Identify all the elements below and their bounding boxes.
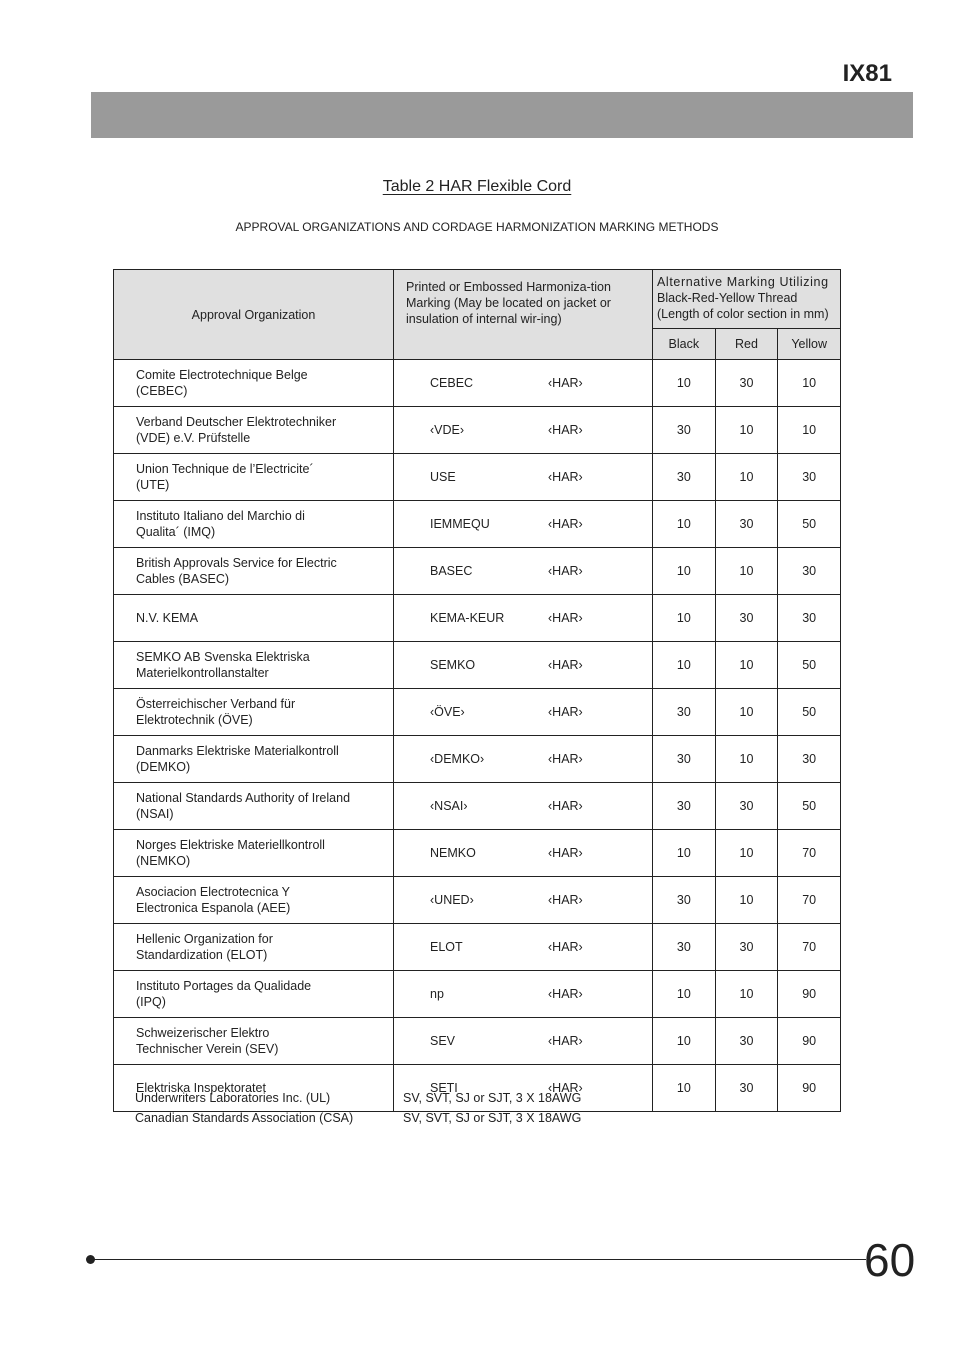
header-approval-organization: Approval Organization bbox=[114, 270, 394, 360]
marking-cell bbox=[394, 736, 653, 783]
black-length: 10 bbox=[653, 971, 716, 1018]
organization-name-line1: Union Technique de l’Electricite´ bbox=[136, 462, 314, 476]
footer-organization: Underwriters Laboratories Inc. (UL) bbox=[135, 1091, 331, 1105]
organization-cell bbox=[114, 971, 394, 1018]
har-mark: ‹HAR› bbox=[548, 376, 583, 390]
table-row bbox=[114, 971, 841, 1018]
organization-name-line1: Comite Electrotechnique Belge bbox=[136, 368, 308, 382]
har-mark: ‹HAR› bbox=[548, 799, 583, 813]
header-black: Black bbox=[653, 329, 716, 360]
organization-name-line1: Asociacion Electrotecnica Y bbox=[136, 885, 291, 899]
marking-code: CEBEC bbox=[430, 376, 474, 390]
black-length: 10 bbox=[653, 548, 716, 595]
organization-cell bbox=[114, 783, 394, 830]
yellow-length: 10 bbox=[778, 360, 841, 407]
marking-code: SETI bbox=[430, 1081, 458, 1095]
table-row bbox=[114, 924, 841, 971]
yellow-length: 90 bbox=[778, 1018, 841, 1065]
organization-name-line1: Norges Elektriske Materiellkontroll bbox=[136, 838, 325, 852]
yellow-length: 90 bbox=[778, 971, 841, 1018]
marking-code: BASEC bbox=[430, 564, 473, 578]
table-row bbox=[114, 1018, 841, 1065]
black-length: 10 bbox=[653, 595, 716, 642]
marking-cell bbox=[394, 877, 653, 924]
yellow-length: 30 bbox=[778, 548, 841, 595]
organization-name-line1: British Approvals Service for Electric bbox=[136, 556, 337, 570]
organization-name-line1: Hellenic Organization for bbox=[136, 932, 273, 946]
organization-cell bbox=[114, 736, 394, 783]
marking-code: np bbox=[430, 987, 444, 1001]
marking-cell bbox=[394, 360, 653, 407]
har-table bbox=[113, 269, 841, 1112]
table-row bbox=[114, 407, 841, 454]
yellow-length: 50 bbox=[778, 501, 841, 548]
organization-name-line2: (IPQ) bbox=[136, 995, 166, 1009]
organization-name-line1: Instituto Portages da Qualidade bbox=[136, 979, 312, 993]
table-title bbox=[0, 178, 954, 196]
red-length: 10 bbox=[715, 830, 778, 877]
organization-cell bbox=[114, 595, 394, 642]
table-row bbox=[114, 595, 841, 642]
organization-cell bbox=[114, 830, 394, 877]
header-alternative-marking bbox=[653, 270, 841, 329]
organization-name-line2: Electronica Espanola (AEE) bbox=[136, 901, 291, 915]
red-length: 10 bbox=[715, 454, 778, 501]
header-alternative-rest: Black-Red-Yellow Thread (Length of color section in mm) bbox=[657, 291, 829, 321]
organization-name-line1: Österreichischer Verband für bbox=[136, 697, 296, 711]
yellow-length: 50 bbox=[778, 689, 841, 736]
organization-cell bbox=[114, 360, 394, 407]
marking-cell bbox=[394, 642, 653, 689]
organization-name-line2: Cables (BASEC) bbox=[136, 572, 230, 586]
organization-name-line1: N.V. KEMA bbox=[136, 611, 199, 625]
organization-name-line1: Schweizerischer Elektro bbox=[136, 1026, 270, 1040]
marking-cell bbox=[394, 595, 653, 642]
table-row bbox=[114, 689, 841, 736]
header-red: Red bbox=[715, 329, 778, 360]
marking-code: ‹ÖVE› bbox=[430, 705, 465, 719]
marking-cell bbox=[394, 924, 653, 971]
organization-name-line1: Verband Deutscher Elektrotechniker bbox=[136, 415, 337, 429]
har-mark: ‹HAR› bbox=[548, 1034, 583, 1048]
yellow-length: 90 bbox=[778, 1065, 841, 1112]
red-length: 10 bbox=[715, 642, 778, 689]
organization-name-line1: Elektriska Inspektoratet bbox=[136, 1081, 266, 1095]
table-row bbox=[114, 830, 841, 877]
black-length: 30 bbox=[653, 924, 716, 971]
black-length: 10 bbox=[653, 1065, 716, 1112]
organization-name-line2: Materielkontrollanstalter bbox=[136, 666, 269, 680]
organization-cell bbox=[114, 407, 394, 454]
yellow-length: 50 bbox=[778, 783, 841, 830]
har-mark: ‹HAR› bbox=[548, 940, 583, 954]
organization-name-line2: (VDE) e.V. Prüfstelle bbox=[136, 431, 251, 445]
yellow-length: 70 bbox=[778, 924, 841, 971]
black-length: 30 bbox=[653, 783, 716, 830]
har-mark: ‹HAR› bbox=[548, 564, 583, 578]
organization-name-line2: (NEMKO) bbox=[136, 854, 191, 868]
organization-cell bbox=[114, 454, 394, 501]
header-yellow: Yellow bbox=[778, 329, 841, 360]
organization-cell bbox=[114, 924, 394, 971]
organization-cell bbox=[114, 548, 394, 595]
black-length: 10 bbox=[653, 501, 716, 548]
organization-cell bbox=[114, 642, 394, 689]
table-title-text: Table 2 HAR Flexible Cord bbox=[382, 178, 572, 195]
footer-row bbox=[135, 1088, 581, 1108]
organization-cell bbox=[114, 877, 394, 924]
marking-code: ‹UNED› bbox=[430, 893, 474, 907]
black-length: 10 bbox=[653, 360, 716, 407]
table-body bbox=[114, 360, 841, 1112]
red-length: 30 bbox=[715, 360, 778, 407]
black-length: 30 bbox=[653, 736, 716, 783]
har-mark: ‹HAR› bbox=[548, 611, 583, 625]
table-row bbox=[114, 501, 841, 548]
red-length: 10 bbox=[715, 407, 778, 454]
table-subtitle: APPROVAL ORGANIZATIONS AND CORDAGE HARMONIZATION MARKING METHODS bbox=[235, 220, 719, 234]
black-length: 30 bbox=[653, 454, 716, 501]
organization-name-line1: SEMKO AB Svenska Elektriska bbox=[136, 650, 310, 664]
red-length: 30 bbox=[715, 924, 778, 971]
organization-cell bbox=[114, 501, 394, 548]
yellow-length: 30 bbox=[778, 736, 841, 783]
organization-name-line1: Danmarks Elektriske Materialkontroll bbox=[136, 744, 339, 758]
table-row bbox=[114, 642, 841, 689]
har-mark: ‹HAR› bbox=[548, 893, 583, 907]
table-row bbox=[114, 736, 841, 783]
marking-code: ‹NSAI› bbox=[430, 799, 468, 813]
marking-code: ‹VDE› bbox=[430, 423, 465, 437]
page-number: 60 bbox=[864, 1234, 916, 1286]
organization-cell bbox=[114, 1018, 394, 1065]
marking-code: ‹DEMKO› bbox=[430, 752, 485, 766]
marking-cell bbox=[394, 830, 653, 877]
table-row bbox=[114, 783, 841, 830]
red-length: 30 bbox=[715, 1065, 778, 1112]
red-length: 10 bbox=[715, 877, 778, 924]
table-row bbox=[114, 548, 841, 595]
footer-organization: Canadian Standards Association (CSA) bbox=[135, 1111, 354, 1125]
red-length: 30 bbox=[715, 1018, 778, 1065]
organization-name-line1: Instituto Italiano del Marchio di bbox=[136, 509, 305, 523]
har-mark: ‹HAR› bbox=[548, 658, 583, 672]
organization-cell bbox=[114, 689, 394, 736]
marking-cell bbox=[394, 548, 653, 595]
yellow-length: 30 bbox=[778, 595, 841, 642]
yellow-length: 30 bbox=[778, 454, 841, 501]
marking-code: SEV bbox=[430, 1034, 456, 1048]
organization-name-line2: Technischer Verein (SEV) bbox=[136, 1042, 279, 1056]
footer-row bbox=[135, 1108, 581, 1128]
page-rule bbox=[91, 1259, 866, 1260]
organization-name-line2: (NSAI) bbox=[136, 807, 174, 821]
organization-name-line2: (UTE) bbox=[136, 478, 170, 492]
har-mark: ‹HAR› bbox=[548, 470, 583, 484]
marking-code: ELOT bbox=[430, 940, 463, 954]
marking-cell bbox=[394, 407, 653, 454]
har-mark: ‹HAR› bbox=[548, 517, 583, 531]
har-mark: ‹HAR› bbox=[548, 705, 583, 719]
marking-code: KEMA-KEUR bbox=[430, 611, 505, 625]
model-name: IX81 bbox=[842, 60, 892, 87]
marking-cell bbox=[394, 454, 653, 501]
marking-cell bbox=[394, 971, 653, 1018]
red-length: 30 bbox=[715, 501, 778, 548]
red-length: 10 bbox=[715, 971, 778, 1018]
yellow-length: 50 bbox=[778, 642, 841, 689]
har-mark: ‹HAR› bbox=[548, 423, 583, 437]
footer-specification: SV, SVT, SJ or SJT, 3 X 18AWG bbox=[403, 1111, 582, 1125]
organization-name-line2: (DEMKO) bbox=[136, 760, 191, 774]
marking-cell bbox=[394, 501, 653, 548]
footer-notes bbox=[135, 1088, 581, 1128]
organization-name-line1: National Standards Authority of Ireland bbox=[136, 791, 351, 805]
header-printed-marking: Printed or Embossed Harmoniza-tion Marking (May be located on jacket or insulation of internal wir-ing) bbox=[394, 270, 653, 360]
black-length: 10 bbox=[653, 830, 716, 877]
footer-specification: SV, SVT, SJ or SJT, 3 X 18AWG bbox=[403, 1091, 582, 1105]
table-row bbox=[114, 454, 841, 501]
marking-cell bbox=[394, 1018, 653, 1065]
yellow-length: 70 bbox=[778, 877, 841, 924]
har-mark: ‹HAR› bbox=[548, 752, 583, 766]
organization-name-line2: (CEBEC) bbox=[136, 384, 188, 398]
red-length: 10 bbox=[715, 736, 778, 783]
har-mark: ‹HAR› bbox=[548, 846, 583, 860]
yellow-length: 70 bbox=[778, 830, 841, 877]
header-band bbox=[91, 92, 913, 138]
red-length: 10 bbox=[715, 548, 778, 595]
har-mark: ‹HAR› bbox=[548, 1081, 583, 1095]
har-mark: ‹HAR› bbox=[548, 987, 583, 1001]
table-row bbox=[114, 360, 841, 407]
black-length: 30 bbox=[653, 407, 716, 454]
marking-code: NEMKO bbox=[430, 846, 476, 860]
red-length: 30 bbox=[715, 783, 778, 830]
organization-name-line2: Elektrotechnik (ÖVE) bbox=[136, 713, 253, 727]
header-alternative-line1: Alternative Marking Utilizing bbox=[657, 275, 829, 289]
marking-cell bbox=[394, 689, 653, 736]
yellow-length: 10 bbox=[778, 407, 841, 454]
table-row bbox=[114, 877, 841, 924]
marking-cell bbox=[394, 783, 653, 830]
organization-name-line2: Qualita´ (IMQ) bbox=[136, 525, 216, 539]
black-length: 30 bbox=[653, 877, 716, 924]
marking-code: IEMMEQU bbox=[430, 517, 490, 531]
marking-code: SEMKO bbox=[430, 658, 476, 672]
marking-code: USE bbox=[430, 470, 456, 484]
black-length: 10 bbox=[653, 1018, 716, 1065]
red-length: 10 bbox=[715, 689, 778, 736]
red-length: 30 bbox=[715, 595, 778, 642]
organization-name-line2: Standardization (ELOT) bbox=[136, 948, 268, 962]
black-length: 30 bbox=[653, 689, 716, 736]
black-length: 10 bbox=[653, 642, 716, 689]
